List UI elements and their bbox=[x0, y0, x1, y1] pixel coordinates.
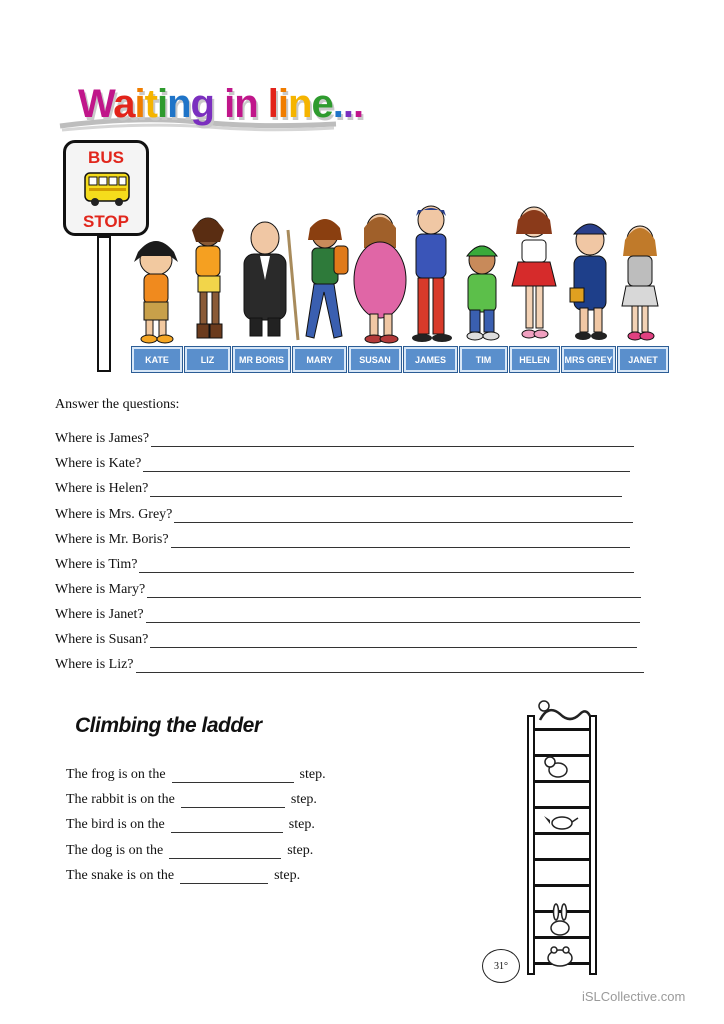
susan-figure bbox=[354, 214, 406, 343]
question-text: Where is Janet? bbox=[55, 607, 144, 622]
answer-line[interactable] bbox=[181, 795, 285, 808]
ladder-illustration bbox=[520, 696, 600, 978]
title-letter: n bbox=[167, 82, 191, 126]
question-row bbox=[55, 481, 622, 497]
bus-stop-pole bbox=[97, 236, 111, 372]
name-plate: JAMES bbox=[404, 347, 457, 372]
name-plate: HELEN bbox=[510, 347, 559, 372]
answer-line[interactable] bbox=[169, 846, 281, 859]
question-row bbox=[55, 532, 630, 548]
sentence-suffix: step. bbox=[274, 868, 301, 883]
name-plate: MR BORIS bbox=[233, 347, 290, 372]
name-plate: MARY bbox=[293, 347, 346, 372]
answer-line[interactable] bbox=[171, 535, 630, 548]
ladder-rung bbox=[534, 936, 590, 939]
liz-figure bbox=[192, 218, 224, 338]
ladder-rung bbox=[534, 858, 590, 861]
ladder-rung bbox=[534, 884, 590, 887]
title-letter: t bbox=[144, 82, 157, 126]
people-in-line-illustration bbox=[120, 200, 680, 348]
helen-figure bbox=[512, 207, 556, 338]
sentence-prefix: The frog is on the bbox=[66, 767, 166, 782]
ladder-sentence bbox=[66, 817, 315, 833]
ladder-sentence bbox=[66, 767, 326, 783]
ladder-sentence bbox=[66, 792, 317, 808]
mr-boris-figure bbox=[244, 222, 286, 336]
name-plate: TIM bbox=[460, 347, 507, 372]
question-text: Where is Mrs. Grey? bbox=[55, 507, 173, 522]
title-letter: W bbox=[78, 82, 114, 126]
answer-line[interactable] bbox=[147, 585, 641, 598]
title-letter: i bbox=[277, 82, 289, 126]
title-letter: i bbox=[134, 82, 145, 126]
title-letter: . bbox=[352, 82, 364, 126]
question-row bbox=[55, 607, 640, 623]
answer-line[interactable] bbox=[150, 635, 637, 648]
kate-figure bbox=[134, 241, 178, 343]
ladder-rung bbox=[534, 780, 590, 783]
title-letter bbox=[214, 82, 224, 126]
question-text: Where is Kate? bbox=[55, 456, 142, 471]
question-text: Where is James? bbox=[55, 431, 150, 446]
title-letter: . bbox=[332, 82, 343, 126]
name-plate: LIZ bbox=[185, 347, 230, 372]
question-text: Where is Mr. Boris? bbox=[55, 532, 169, 547]
watermark: iSLCollective.com bbox=[582, 989, 686, 1004]
mary-figure bbox=[288, 219, 348, 340]
ladder-rung bbox=[534, 754, 590, 757]
tim-figure bbox=[467, 246, 499, 340]
name-plate: KATE bbox=[132, 347, 182, 372]
question-text: Where is Liz? bbox=[55, 657, 134, 672]
title-letter: a bbox=[113, 82, 135, 126]
answer-line[interactable] bbox=[151, 434, 634, 447]
ladder-sentence bbox=[66, 868, 300, 884]
answer-line[interactable] bbox=[139, 560, 634, 573]
answer-line[interactable] bbox=[171, 820, 283, 833]
sentence-suffix: step. bbox=[299, 767, 326, 782]
question-row bbox=[55, 582, 641, 598]
janet-figure bbox=[622, 226, 658, 340]
sentence-suffix: step. bbox=[288, 817, 315, 832]
question-text: Where is Susan? bbox=[55, 632, 149, 647]
ladder-rung bbox=[534, 728, 590, 731]
question-row bbox=[55, 632, 637, 648]
sentence-prefix: The dog is on the bbox=[66, 843, 164, 858]
sentence-suffix: step. bbox=[290, 792, 317, 807]
title-letter bbox=[258, 82, 268, 126]
question-row bbox=[55, 431, 634, 447]
question-text: Where is Tim? bbox=[55, 557, 138, 572]
mrs-grey-figure bbox=[570, 224, 607, 340]
bus-stop-top-word: BUS bbox=[88, 148, 124, 167]
answer-line[interactable] bbox=[136, 660, 644, 673]
title-letter: n bbox=[288, 82, 312, 126]
sentence-suffix: step. bbox=[287, 843, 314, 858]
question-row bbox=[55, 557, 634, 573]
ladder-sentence bbox=[66, 843, 313, 859]
title-letter: n bbox=[234, 82, 258, 126]
question-text: Where is Helen? bbox=[55, 481, 149, 496]
sentence-prefix: The bird is on the bbox=[66, 817, 165, 832]
answer-line[interactable] bbox=[150, 484, 622, 497]
bird-icon bbox=[544, 816, 578, 829]
name-plate: JANET bbox=[618, 347, 668, 372]
sentence-prefix: The rabbit is on the bbox=[66, 792, 175, 807]
question-row bbox=[55, 456, 630, 472]
sentence-prefix: The snake is on the bbox=[66, 868, 175, 883]
title-letter: i bbox=[156, 82, 168, 126]
dog-icon bbox=[545, 757, 567, 777]
answer-line[interactable] bbox=[180, 871, 268, 884]
ladder-section-title: Climbing the ladder bbox=[75, 714, 262, 737]
bus-stop-bottom-word: STOP bbox=[83, 212, 129, 231]
question-text: Where is Mary? bbox=[55, 582, 146, 597]
snake-icon bbox=[539, 701, 590, 720]
name-plate: SUSAN bbox=[349, 347, 401, 372]
answer-line[interactable] bbox=[143, 459, 630, 472]
rabbit-icon bbox=[551, 904, 569, 935]
name-plate: MRS GREY bbox=[562, 347, 615, 372]
james-figure bbox=[412, 206, 452, 342]
title-letter: l bbox=[267, 82, 278, 126]
ladder-rung bbox=[534, 832, 590, 835]
page-title bbox=[78, 84, 363, 124]
title-letter: i bbox=[224, 82, 235, 126]
question-row bbox=[55, 507, 633, 523]
question-row bbox=[55, 657, 644, 673]
frog-icon bbox=[548, 947, 572, 966]
questions-instruction: Answer the questions: bbox=[55, 397, 180, 412]
title-letter: g bbox=[190, 82, 214, 126]
answer-line[interactable] bbox=[172, 770, 294, 783]
answer-line[interactable] bbox=[174, 510, 633, 523]
ladder-rung bbox=[534, 806, 590, 809]
title-letter: e bbox=[311, 82, 333, 126]
page-number-badge: 31° bbox=[482, 949, 520, 983]
title-letter: . bbox=[342, 82, 353, 126]
answer-line[interactable] bbox=[146, 610, 640, 623]
